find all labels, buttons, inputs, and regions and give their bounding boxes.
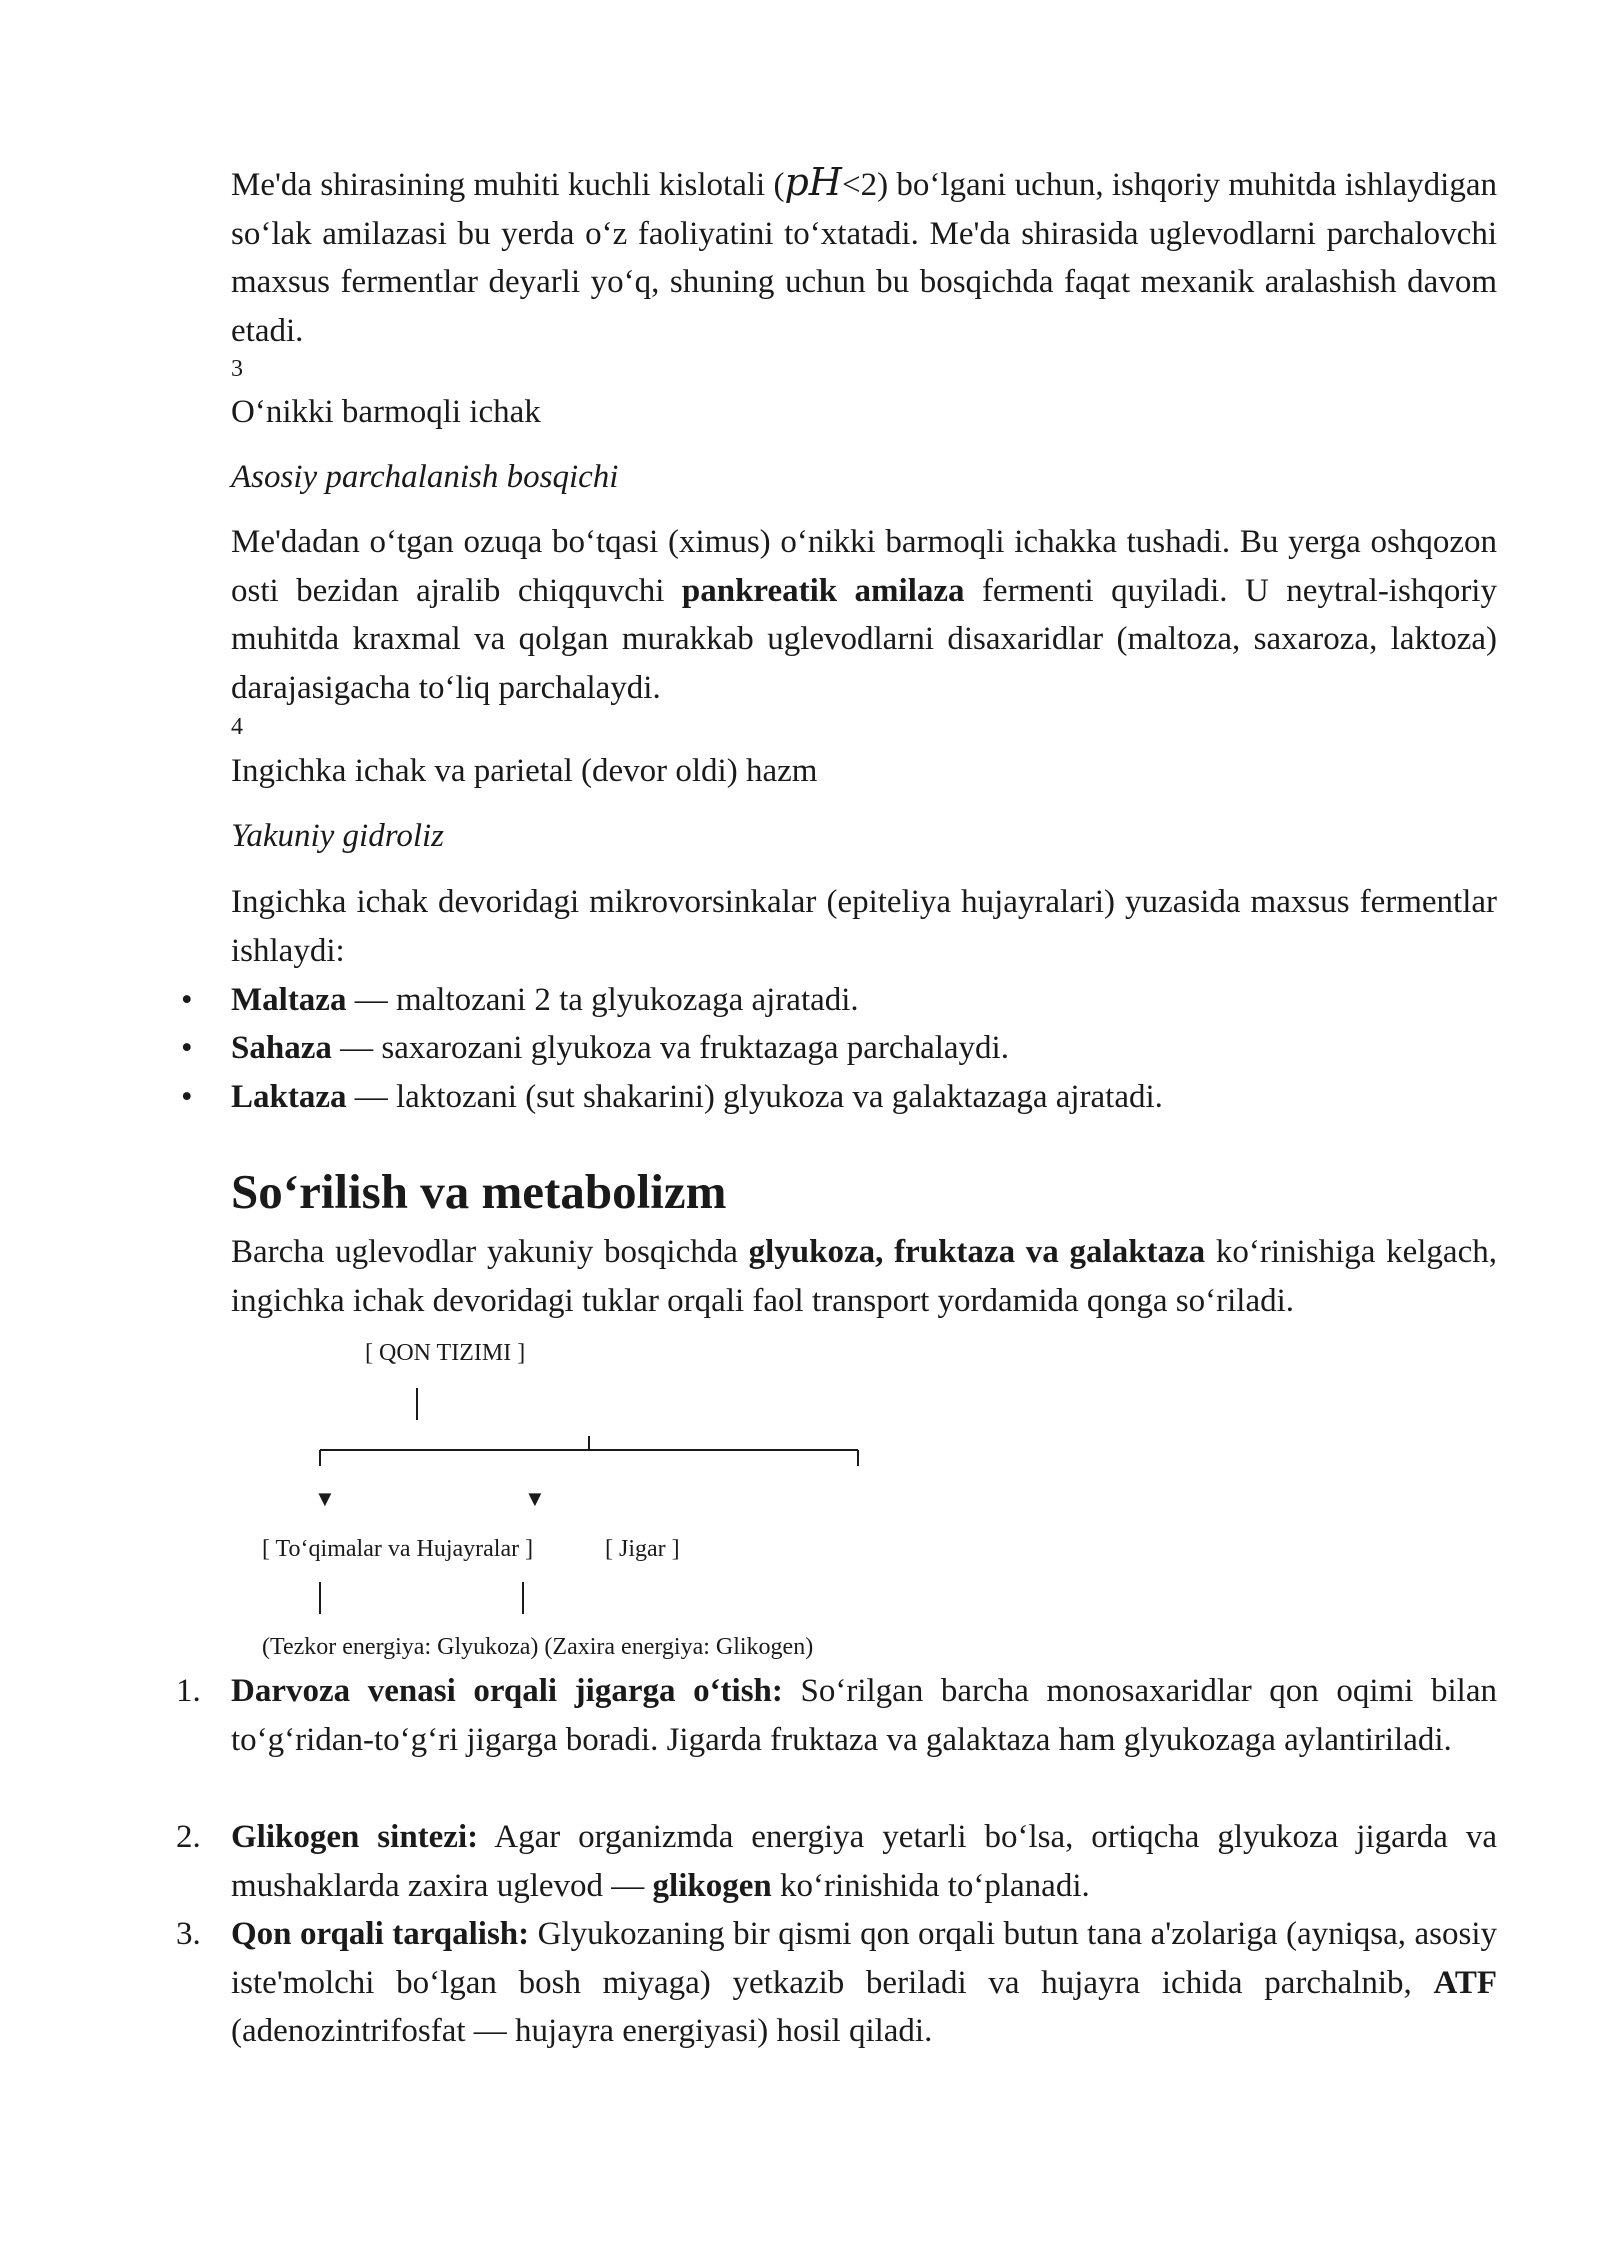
list-item <box>176 1813 1498 1910</box>
list-item <box>181 976 1497 1025</box>
list-item-text: (adenozintrifosfat — hujayra energiyasi) hosil qiladi. <box>231 2013 933 2049</box>
list-number: 1. <box>176 1673 201 1709</box>
stomach-paragraph <box>231 158 1497 355</box>
step3-text-a: Me'dadan o‘tgan ozuqa bo‘tqasi (ximus) o‘nikki barmoqli ichakka tushadi. Bu yerga oshqozon osti bezidan ajralib chiqquvchi <box>231 524 1497 609</box>
down-arrow-icon: ▼ <box>524 1486 546 1511</box>
step3-bold-term: pankreatik amilaza <box>681 572 965 609</box>
intro-bold-terms: glyukoza, fruktaza va galaktaza <box>748 1234 1206 1270</box>
p1-text-before: Me'da shirasining muhiti kuchli kislotali ( <box>231 167 785 203</box>
list-number: 3. <box>176 1916 201 1952</box>
intro-text-b: ko‘rinishiga kelgach, ingichka ichak devoridagi tuklar orqali faol transport yordamida qonga so‘riladi. <box>231 1234 1497 1319</box>
enzyme-desc: — laktozani (sut shakarini) glyukoza va galaktazaga ajratadi. <box>346 1079 1163 1115</box>
p1-text-after: bo‘lgani uchun, ishqoriy muhitda ishlaydigan so‘lak amilazasi bu yerda o‘z faoliyatini to‘xtatadi. Me'da shirasida uglevodlarni parchalovchi maxsus fermentlar deyarli yo‘q, shuning uchun bu bosqichda faqat mexanik aralashish davom etadi. <box>231 167 1497 349</box>
list-number: 2. <box>176 1819 201 1855</box>
bullet-marker: • <box>181 982 193 1018</box>
list-item <box>181 1024 1497 1073</box>
step-number: 4 <box>231 714 243 740</box>
small-intestine-paragraph: Ingichka ichak devoridagi mikrovorsinkalar (epiteliya hujayralari) yuzasida maxsus fermentlar ishlaydi: <box>231 884 1497 969</box>
list-item-text: Glyukozaning bir qismi qon orqali butun tana a'zolariga (ayniqsa, asosiy iste'molchi bo‘lgan bosh miyaga) yetkazib beriladi va hujayra ichida parchalnib, <box>231 1916 1497 2001</box>
diagram-bottom-label: (Tezkor energiya: Glyukoza) (Zaxira energiya: Glikogen) <box>262 1634 814 1660</box>
step-subtitle: Yakuniy gidroliz <box>231 818 445 854</box>
list-item-title: Qon orqali tarqalish: <box>231 1916 530 1952</box>
enzyme-name: Maltaza <box>231 982 347 1018</box>
diagram-right-label: [ Jigar ] <box>605 1536 680 1562</box>
list-item-text: Agar organizmda energiya yetarli bo‘lsa, ortiqcha glyukoza jigarda va mushaklarda zaxira uglevod — <box>231 1819 1498 1904</box>
list-item-text: So‘rilgan barcha monosaxaridlar qon oqimi bilan to‘g‘ridan-to‘g‘ri jigarga boradi. Jigarda fruktaza va galaktaza ham glyukozaga aylantiriladi. <box>231 1673 1497 1758</box>
step3-text-b: fermenti quyiladi. U neytral-ishqoriy muhitda kraxmal va qolgan murakkab uglevodlarni disaxaridlar (maltoza, saxaroza, laktoza) darajasigacha to‘liq parchalaydi. <box>231 572 1497 706</box>
enzyme-name: Laktaza <box>231 1079 347 1115</box>
enzyme-desc: — saxarozani glyukoza va fruktazaga parchalaydi. <box>331 1030 1009 1066</box>
step-number: 3 <box>231 356 243 382</box>
ph-symbol: pH <box>784 160 842 204</box>
list-item <box>176 1667 1497 1764</box>
bullet-marker: • <box>181 1030 193 1066</box>
bullet-marker: • <box>181 1079 193 1115</box>
list-item-title: Darvoza venasi orqali jigarga o‘tish: <box>231 1673 783 1709</box>
list-item <box>181 1073 1497 1122</box>
list-item-text: ko‘rinishida to‘planadi. <box>771 1867 1090 1904</box>
section-heading: So‘rilish va metabolizm <box>231 1164 727 1219</box>
ph-value: <2) <box>841 167 889 203</box>
diagram-top-label: [ QON TIZIMI ] <box>365 1340 526 1366</box>
step-title: Ingichka ichak va parietal (devor oldi) hazm <box>231 753 818 789</box>
step-title: O‘nikki barmoqli ichak <box>231 394 541 430</box>
absorption-paragraph <box>231 1228 1497 1325</box>
diagram-left-label: [ To‘qimalar va Hujayralar ] <box>262 1536 534 1562</box>
list-item <box>176 1910 1497 2056</box>
duodenum-paragraph <box>231 518 1497 712</box>
list-item-bold-term: glikogen <box>652 1867 772 1904</box>
step-subtitle: Asosiy parchalanish bosqichi <box>231 459 619 495</box>
list-item-bold-term: ATF <box>1433 1964 1497 2001</box>
list-item-title: Glikogen sintezi: <box>231 1819 479 1855</box>
intro-text-a: Barcha uglevodlar yakuniy bosqichda <box>231 1234 749 1270</box>
enzyme-name: Sahaza <box>231 1030 332 1066</box>
down-arrow-icon: ▼ <box>314 1486 336 1511</box>
enzyme-desc: — maltozani 2 ta glyukozaga ajratadi. <box>346 982 859 1018</box>
